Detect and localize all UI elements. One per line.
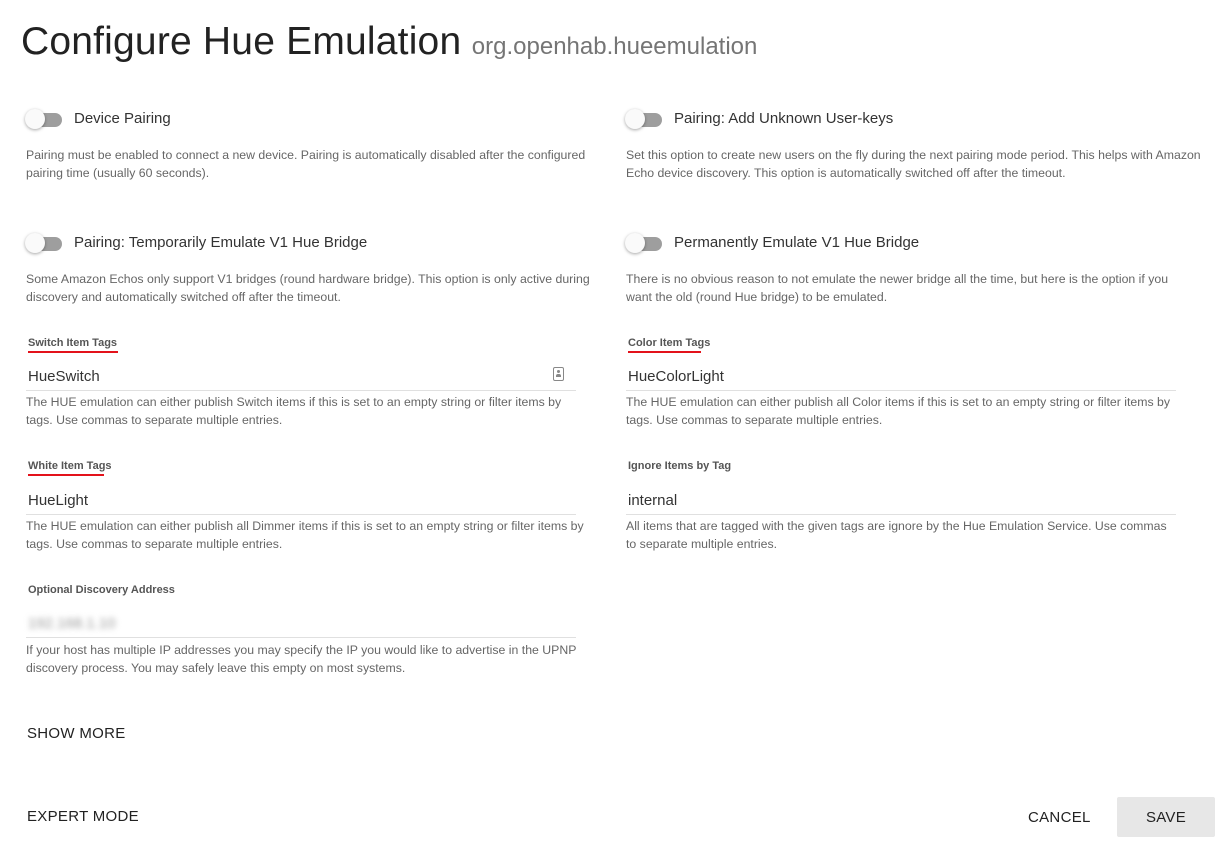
discovery-address-label: Optional Discovery Address [28,584,175,596]
show-more-button[interactable]: SHOW MORE [27,725,126,742]
annotation-underline [28,474,104,476]
perm-v1-description: There is no obvious reason to not emulate the newer bridge all the time, but here is the option if you want the old (round Hue bridge) to be emulated. [626,272,1169,304]
color-tags-description: The HUE emulation can either publish all Color items if this is set to an empty string or filter items by tags. Use commas to separate multiple entries. [626,395,1171,427]
color-tags-input[interactable] [626,362,1176,391]
white-tags-value: HueLight [28,491,89,509]
page-title-text: Configure Hue Emulation [21,20,462,63]
perm-v1-toggle[interactable] [624,230,664,254]
perm-v1-row [624,230,919,254]
device-pairing-row [24,106,171,130]
annotation-underline [28,351,118,353]
add-userkeys-description: Set this option to create new users on the fly during the next pairing mode period. This helps with Amazon Echo device discovery. This option is automatically switched off after the timeout. [626,148,1201,180]
ignore-tags-value: internal [628,491,678,509]
add-userkeys-label: Pairing: Add Unknown User-keys [674,109,894,127]
expert-mode-button[interactable]: EXPERT MODE [27,808,139,825]
service-id: org.openhab.hueemulation [471,33,758,60]
white-tags-description: The HUE emulation can either publish all Dimmer items if this is set to an empty string or filter items by tags. Use commas to separate multiple entries. [26,519,584,551]
perm-v1-label: Permanently Emulate V1 Hue Bridge [674,233,920,251]
ignore-tags-description: All items that are tagged with the given tags are ignore by the Hue Emulation Service. Use commas to separate multiple entries. [626,519,1167,551]
discovery-address-value: 192.168.1.10 [28,614,116,632]
page-title [21,20,757,64]
switch-tags-input[interactable] [26,362,576,391]
annotation-underline [628,351,701,353]
device-pairing-label: Device Pairing [74,109,171,127]
device-pairing-description: Pairing must be enabled to connect a new device. Pairing is automatically disabled after the configured pairing time (usually 60 seconds). [26,148,586,180]
temp-v1-row [24,230,367,254]
contact-card-icon[interactable] [553,367,564,381]
switch-tags-label: Switch Item Tags [28,337,118,349]
add-userkeys-row [624,106,893,130]
discovery-address-description: If your host has multiple IP addresses you may specify the IP you would like to advertise in the UPNP discovery process. You may safely leave this empty on most systems. [26,643,577,675]
temp-v1-description: Some Amazon Echos only support V1 bridges (round hardware bridge). This option is only active during discovery and automatically switched off after the timeout. [26,272,590,304]
switch-tags-value: HueSwitch [28,367,100,385]
white-tags-input[interactable] [26,486,576,515]
white-tags-label: White Item Tags [28,460,112,472]
color-tags-label: Color Item Tags [628,337,711,349]
device-pairing-toggle[interactable] [24,106,64,130]
ignore-tags-label: Ignore Items by Tag [628,460,732,472]
save-button[interactable]: SAVE [1117,797,1215,837]
add-userkeys-toggle[interactable] [624,106,664,130]
ignore-tags-input[interactable] [626,486,1176,515]
switch-tags-description: The HUE emulation can either publish Switch items if this is set to an empty string or filter items by tags. Use commas to separate multiple entries. [26,395,562,427]
color-tags-value: HueColorLight [628,367,724,385]
temp-v1-label: Pairing: Temporarily Emulate V1 Hue Bridge [74,233,368,251]
temp-v1-toggle[interactable] [24,230,64,254]
cancel-button[interactable]: CANCEL [1028,809,1091,826]
discovery-address-input[interactable] [26,609,576,638]
